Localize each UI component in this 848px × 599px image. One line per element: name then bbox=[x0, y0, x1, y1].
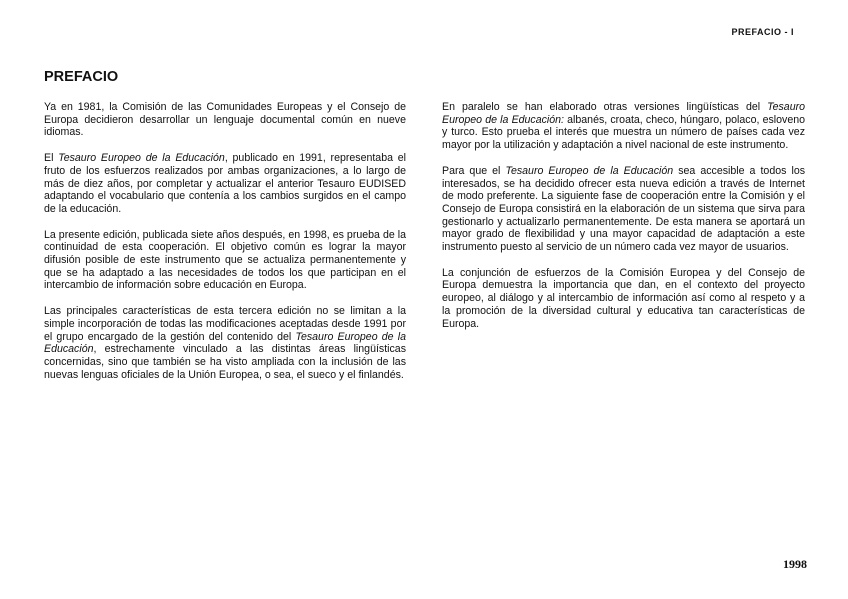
text-run: En paralelo se han elaborado otras versiones lingüísticas del bbox=[442, 101, 768, 113]
paragraph: Ya en 1981, la Comisión de las Comunidades Europeas y el Consejo de Europa decidieron desarrollar un lenguaje documental común en nueve idiomas. bbox=[44, 101, 406, 139]
running-header: PREFACIO - I bbox=[731, 27, 794, 37]
italic-title: Tesauro Europeo de la Educación: bbox=[442, 101, 805, 126]
text-run: , publicado en 1991, representaba el fruto de los esfuerzos realizados por ambas organizaciones, a lo largo de más de diez años, por completar y actualizar el anterior Tesauro EUDISED adaptando el vocabulario que contenía a los cambios surgidos en el campo de la educación. bbox=[44, 152, 407, 215]
paragraph bbox=[44, 305, 406, 381]
left-column bbox=[44, 101, 406, 394]
italic-title: Tesauro Europeo de la Educación bbox=[58, 152, 225, 165]
paragraph bbox=[442, 165, 805, 254]
text-run: El bbox=[44, 152, 59, 165]
paragraph: La presente edición, publicada siete años después, en 1998, es prueba de la continuidad de esta cooperación. El objetivo común es lograr la mayor difusión posible de este instrumento que se actualiza permanentemente y que se ha adaptado a las necesidades de todos los que participan en el intercambio de información sobre educación en Europa. bbox=[44, 228, 406, 292]
paragraph: La conjunción de esfuerzos de la Comisión Europea y del Consejo de Europa demuestra la importancia que dan, en el contexto del proyecto europeo, al diálogo y al intercambio de información así como al respeto y a la promoción de la diversidad cultural y educativa tan características de Europa. bbox=[442, 266, 805, 330]
right-column bbox=[442, 101, 805, 343]
page-title: PREFACIO bbox=[44, 69, 119, 85]
italic-title: Tesauro Europeo de la Educación bbox=[505, 164, 674, 177]
text-run: sea accesible a todos los interesados, se ha decidido ofrecer esta nueva edición a través de Internet de modo preferente. La siguiente fase de cooperación entre la Comisión y el Consejo de Europa consistirá en la elaboración de un sistema que sirva para gestionarlo y actualizarlo permanentemente. De esta manera se aportará un mayor grado de flexibilidad y una mayor capacidad de adaptación a este instrumento puesto al servicio de un número cada vez mayor de usuarios. bbox=[442, 164, 806, 254]
text-run: albanés, croata, checo, húngaro, polaco, esloveno y turco. Esto prueba el interés que muestra un número de países cada vez mayor por la utilización y adaptación a nivel nacional de este instrumento. bbox=[442, 113, 805, 152]
text-run: Para que el bbox=[442, 164, 506, 177]
italic-title: Tesauro Europeo de la Educación bbox=[44, 330, 406, 356]
paragraph bbox=[442, 101, 805, 152]
text-run: Las principales características de esta tercera edición no se limitan a la simple incorporación de todas las modificaciones aceptadas desde 1991 por el grupo encargado de la gestión del contenido del bbox=[44, 305, 406, 343]
page-year: 1998 bbox=[783, 557, 807, 571]
paragraph bbox=[44, 152, 406, 216]
text-run: , estrechamente vinculado a las distintas áreas lingüísticas concernidas, sino que también se ha visto ampliada con la inclusión de las nuevas lenguas oficiales de la Unión Europea, o sea, el sueco y el finlandés. bbox=[44, 343, 406, 381]
